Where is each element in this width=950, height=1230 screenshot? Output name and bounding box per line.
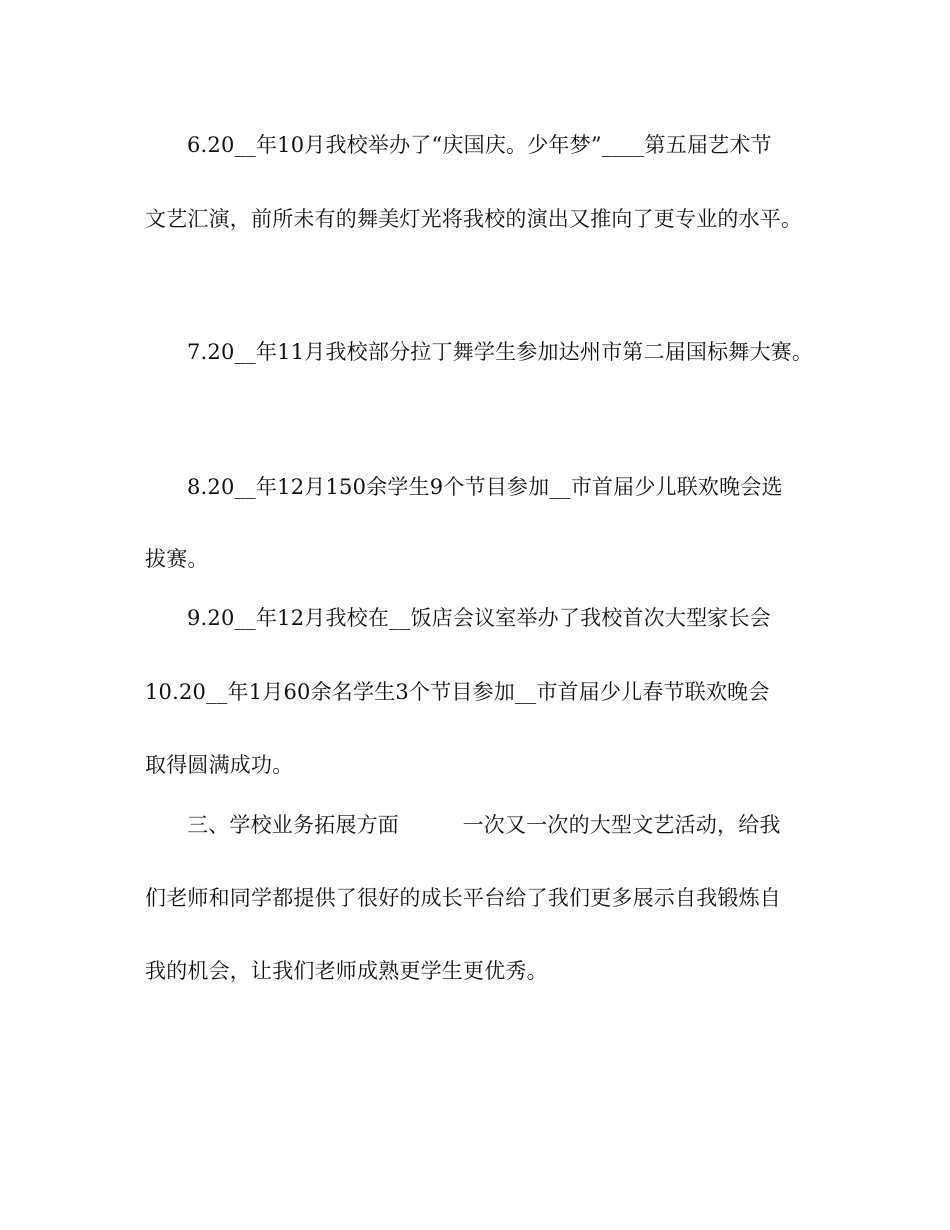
paragraph-item-6-line-1: 6.20__年10月我校举办了“庆国庆。少年梦”____第五届艺术节 <box>187 133 772 157</box>
section-three-line-2: 们老师和同学都提供了很好的成长平台给了我们更多展示自我锻炼自 <box>145 886 781 910</box>
paragraph-item-10-line-1: 10.20__年1月60余名学生3个节目参加__市首届少儿春节联欢晚会 <box>145 680 770 704</box>
paragraph-item-9: 9.20__年12月我校在__饭店会议室举办了我校首次大型家长会 <box>187 606 771 630</box>
section-three-line-1: 三、学校业务拓展方面 一次又一次的大型文艺活动，给我 <box>187 813 781 837</box>
paragraph-item-8-line-2: 拔赛。 <box>145 547 209 571</box>
paragraph-item-6-line-2: 文艺汇演，前所未有的舞美灯光将我校的演出又推向了更专业的水平。 <box>145 207 803 231</box>
section-three-line-3: 我的机会，让我们老师成熟更学生更优秀。 <box>145 959 548 983</box>
paragraph-item-8-line-1: 8.20__年12月150余学生9个节目参加__市首届少儿联欢晚会选 <box>187 475 783 499</box>
paragraph-item-7: 7.20__年11月我校部分拉丁舞学生参加达州市第二届国标舞大赛。 <box>187 340 814 364</box>
paragraph-item-10-line-2: 取得圆满成功。 <box>145 753 294 777</box>
